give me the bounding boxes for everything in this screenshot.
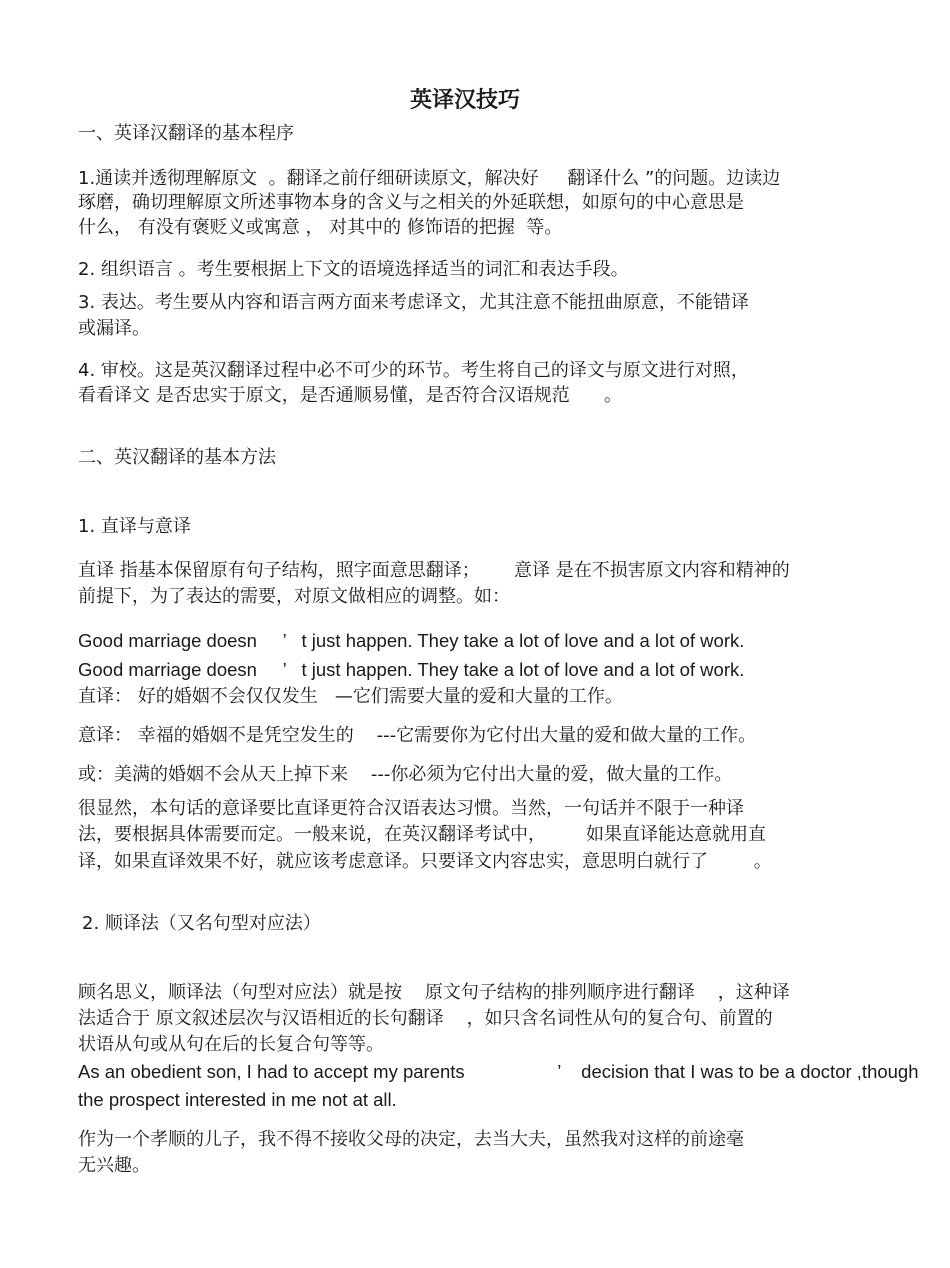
example-english: Good marriage doesn ’ t just happen. They take a lot of love and a lot of work. (78, 659, 745, 680)
paragraph-line: 什么， 有没有褒贬义或寓意 ， 对其中的 修饰语的把握 等。 (78, 217, 563, 238)
paragraph-line: 3. 表达。考生要从内容和语言两方面来考虑译文，尤其注意不能扭曲原意，不能错译 (78, 292, 749, 313)
section-heading: 一、英译汉翻译的基本程序 (78, 123, 294, 144)
paragraph-line: 译，如果直译效果不好，就应该考虑意译。只要译文内容忠实，意思明白就行了 。 (78, 851, 772, 872)
subsection-heading: 1. 直译与意译 (78, 516, 191, 537)
alternative-translation: 或：美满的婚姻不会从天上掉下来 ---你必须为它付出大量的爱，做大量的工作。 (78, 764, 733, 785)
example-english: Good marriage doesn ’ t just happen. They take a lot of love and a lot of work. (78, 630, 745, 651)
paragraph-line: 看看译文 是否忠实于原文，是否通顺易懂，是否符合汉语规范 。 (78, 385, 623, 406)
paragraph-line: 或漏译。 (78, 318, 150, 339)
paragraph-line: 琢磨，确切理解原文所述事物本身的含义与之相关的外延联想，如原句的中心意思是 (78, 192, 744, 213)
paragraph-line: 顾名思义，顺译法（句型对应法）就是按 原文句子结构的排列顺序进行翻译 ，这种译 (78, 982, 790, 1003)
paragraph-line: 法，要根据具体需要而定。一般来说，在英汉翻译考试中， 如果直译能达意就用直 (78, 824, 767, 845)
example-english: As an obedient son, I had to accept my parents ’ decision that I was to be a doctor ,though (78, 1061, 919, 1082)
paragraph-line: 4. 审校。这是英汉翻译过程中必不可少的环节。考生将自己的译文与原文进行对照， (78, 360, 749, 381)
paragraph-line: 很显然，本句话的意译要比直译更符合汉语表达习惯。当然，一句话并不限于一种译 (78, 798, 744, 819)
paragraph-line: 作为一个孝顺的儿子，我不得不接收父母的决定，去当大夫，虽然我对这样的前途毫 (78, 1129, 744, 1150)
paragraph-line: 状语从句或从句在后的长复合句等等。 (78, 1034, 384, 1055)
literal-translation: 直译： 好的婚姻不会仅仅发生 —它们需要大量的爱和大量的工作。 (78, 686, 623, 707)
subsection-heading: 2. 顺译法（又名句型对应法） (82, 913, 321, 934)
paragraph-line: 无兴趣。 (78, 1155, 150, 1176)
section-heading: 二、英汉翻译的基本方法 (78, 447, 276, 468)
paragraph-line: 2. 组织语言 。考生要根据上下文的语境选择适当的词汇和表达手段。 (78, 259, 629, 280)
page-title: 英译汉技巧 (409, 88, 520, 113)
free-translation: 意译： 幸福的婚姻不是凭空发生的 ---它需要你为它付出大量的爱和做大量的工作。 (78, 725, 757, 746)
paragraph-line: 前提下，为了表达的需要，对原文做相应的调整。如： (78, 586, 510, 607)
paragraph-line: 法适合于 原文叙述层次与汉语相近的长句翻译 ，如只含名词性从句的复合句、前置的 (78, 1008, 773, 1029)
example-english: the prospect interested in me not at all. (78, 1089, 397, 1110)
paragraph-line: 1.通读并透彻理解原文 。翻译之前仔细研读原文，解决好 翻译什么 ”的问题。边读边 (78, 168, 781, 189)
paragraph-line: 直译 指基本保留原有句子结构，照字面意思翻译； 意译 是在不损害原文内容和精神的 (78, 560, 790, 581)
